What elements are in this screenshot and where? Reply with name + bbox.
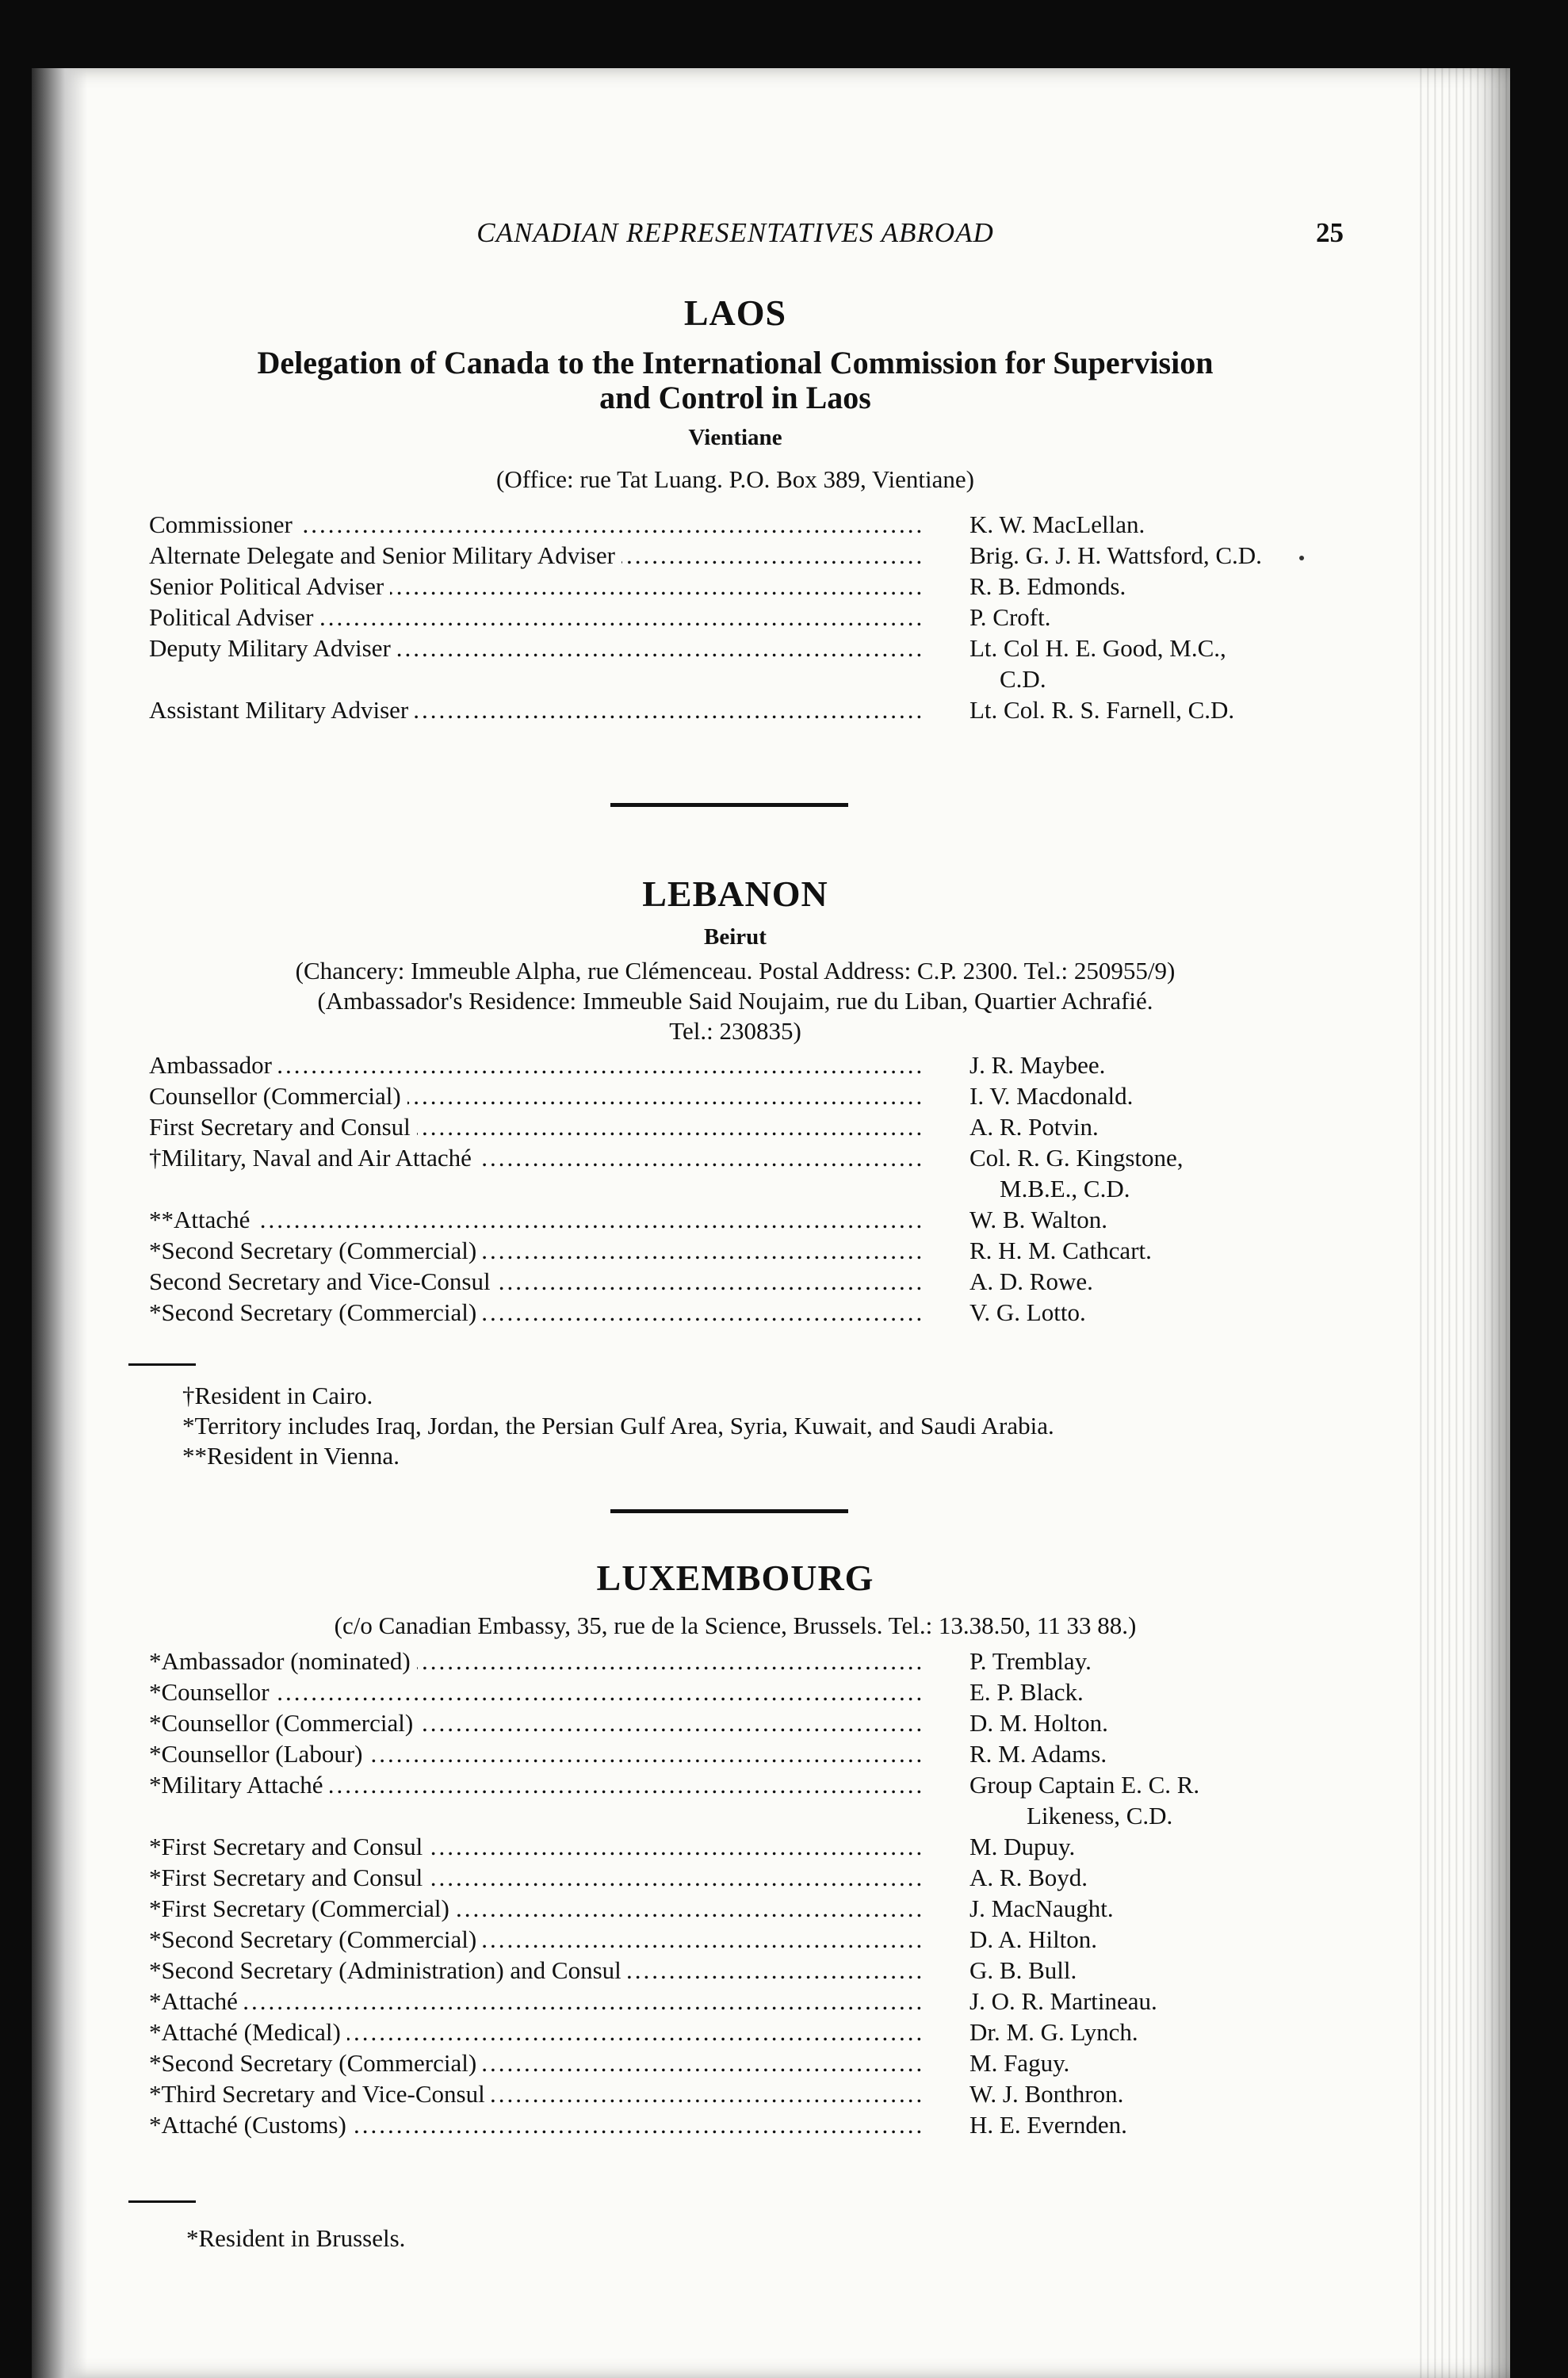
- person-name: J. MacNaught.: [969, 1894, 1114, 1922]
- role: *Second Secretary (Administration) and Consul: [149, 1956, 628, 1984]
- role: Alternate Delegate and Senior Military Adviser: [149, 541, 621, 569]
- list-item: [149, 2017, 1354, 2047]
- list-item: [149, 1111, 1354, 1142]
- list-item: [149, 509, 1354, 540]
- person-name: W. J. Bonthron.: [969, 2080, 1124, 2108]
- role: *Third Secretary and Vice-Consul: [149, 2080, 491, 2108]
- person-name: D. A. Hilton.: [969, 1925, 1098, 1953]
- section-divider: [610, 803, 848, 807]
- country-heading-luxembourg: LUXEMBOURG: [596, 1558, 874, 1598]
- person-name: J. O. R. Martineau.: [969, 1987, 1157, 2015]
- list-item: [149, 2109, 1354, 2140]
- person-name: A. D. Rowe.: [969, 1267, 1093, 1295]
- list-item: [149, 1646, 1354, 1676]
- role: *Attaché (Medical): [149, 2018, 347, 2046]
- list-item: [149, 633, 1354, 694]
- role: *First Secretary (Commercial): [149, 1894, 456, 1922]
- list-item: [149, 1738, 1354, 1769]
- country-heading-lebanon: LEBANON: [642, 874, 828, 914]
- list-item: [149, 1893, 1354, 1924]
- person-name: E. P. Black.: [969, 1678, 1084, 1706]
- role: Deputy Military Adviser: [149, 634, 397, 662]
- role: *First Secretary and Consul: [149, 1864, 429, 1891]
- book-page: [32, 68, 1510, 2378]
- list-item: [149, 1862, 1354, 1893]
- list-item: [149, 1266, 1354, 1297]
- page-number: 25: [1316, 217, 1344, 248]
- person-name: Lt. Col. R. S. Farnell, C.D.: [969, 696, 1235, 724]
- list-item: [149, 1831, 1354, 1862]
- list-item: [149, 540, 1354, 571]
- role: Commissioner: [149, 510, 299, 538]
- country-heading-laos: LAOS: [683, 292, 787, 333]
- person-name-line2: M.B.E., C.D.: [1000, 1175, 1130, 1202]
- person-name: Brig. G. J. H. Wattsford, C.D.: [969, 541, 1262, 569]
- laos-city: Vientiane: [688, 425, 782, 450]
- list-item: [149, 1080, 1354, 1111]
- person-name: A. R. Potvin.: [969, 1113, 1099, 1141]
- list-item: [149, 2078, 1354, 2109]
- role: *Counsellor (Commercial): [149, 1709, 419, 1737]
- running-head: [127, 217, 1344, 257]
- role: *Attaché (Customs): [149, 2111, 353, 2139]
- list-item: [149, 571, 1354, 602]
- footnote-rule: [128, 2200, 196, 2203]
- lebanon-staff-list: [149, 1049, 1354, 1328]
- laos-delegation-line2: and Control in Laos: [599, 380, 871, 415]
- person-name: Dr. M. G. Lynch.: [969, 2018, 1138, 2046]
- role: Senior Political Adviser: [149, 572, 390, 600]
- footnote: *Resident in Brussels.: [186, 2224, 406, 2252]
- laos-staff-list: [149, 509, 1354, 725]
- person-name: [922, 1769, 1354, 1831]
- list-item: [149, 694, 1354, 725]
- list-item: [149, 1049, 1354, 1080]
- luxembourg-staff-list: [149, 1646, 1354, 2140]
- person-name: A. R. Boyd.: [969, 1864, 1088, 1891]
- role: *Second Secretary (Commercial): [149, 1237, 483, 1264]
- person-name-line2: Likeness, C.D.: [1027, 1802, 1173, 1829]
- person-name: [922, 633, 1354, 694]
- footnote: †Resident in Cairo.: [182, 1382, 373, 1409]
- person-name: I. V. Macdonald.: [969, 1082, 1134, 1110]
- role: *Attaché: [149, 1987, 244, 2015]
- role: *Counsellor (Labour): [149, 1740, 369, 1768]
- person-name: M. Faguy.: [969, 2049, 1070, 2077]
- footnote: *Territory includes Iraq, Jordan, the Persian Gulf Area, Syria, Kuwait, and Saudi Arabia.: [182, 1412, 1054, 1439]
- role: Ambassador: [149, 1051, 278, 1079]
- person-name: P. Croft.: [969, 603, 1051, 631]
- person-name: R. H. M. Cathcart.: [969, 1237, 1152, 1264]
- role: *Military Attaché: [149, 1771, 330, 1799]
- person-name: V. G. Lotto.: [969, 1298, 1086, 1326]
- role: *Ambassador (nominated): [149, 1647, 417, 1675]
- list-item: [149, 1235, 1354, 1266]
- role: First Secretary and Consul: [149, 1113, 417, 1141]
- role: Assistant Military Adviser: [149, 696, 415, 724]
- person-name: G. B. Bull.: [969, 1956, 1077, 1984]
- list-item: [149, 1924, 1354, 1955]
- luxembourg-address: (c/o Canadian Embassy, 35, rue de la Science, Brussels. Tel.: 13.38.50, 11 33 88.): [334, 1611, 1137, 1639]
- lebanon-address-line3: Tel.: 230835): [669, 1017, 801, 1045]
- role: **Attaché: [149, 1206, 256, 1233]
- role: Second Secretary and Vice-Consul: [149, 1267, 497, 1295]
- person-name-line2: C.D.: [1000, 665, 1046, 693]
- person-name: K. W. MacLellan.: [969, 510, 1145, 538]
- role: *First Secretary and Consul: [149, 1833, 429, 1860]
- person-name: R. M. Adams.: [969, 1740, 1107, 1768]
- person-name: M. Dupuy.: [969, 1833, 1076, 1860]
- laos-delegation-line1: Delegation of Canada to the International Commission for Supervision: [257, 345, 1214, 380]
- list-item: [149, 1986, 1354, 2017]
- footnote-rule: [128, 1363, 196, 1366]
- list-item: [149, 1297, 1354, 1328]
- list-item: [149, 1955, 1354, 1986]
- lebanon-footnotes: [182, 1381, 1356, 1471]
- person-name: D. M. Holton.: [969, 1709, 1108, 1737]
- role: †Military, Naval and Air Attaché: [149, 1144, 478, 1172]
- section-divider: [610, 1509, 848, 1513]
- lebanon-address-line1: (Chancery: Immeuble Alpha, rue Clémenceau. Postal Address: C.P. 2300. Tel.: 250955/9): [295, 957, 1176, 984]
- person-name: J. R. Maybee.: [969, 1051, 1106, 1079]
- person-name: P. Tremblay.: [969, 1647, 1092, 1675]
- list-item: [149, 1769, 1354, 1831]
- role: *Second Secretary (Commercial): [149, 1925, 483, 1953]
- lebanon-city: Beirut: [704, 924, 767, 950]
- role: *Second Secretary (Commercial): [149, 2049, 483, 2077]
- person-name: W. B. Walton.: [969, 1206, 1108, 1233]
- person-name: R. B. Edmonds.: [969, 572, 1126, 600]
- person-name-line1: Group Captain E. C. R.: [969, 1771, 1200, 1799]
- list-item: [149, 2047, 1354, 2078]
- laos-address: (Office: rue Tat Luang. P.O. Box 389, Vientiane): [496, 465, 974, 493]
- list-item: [149, 1676, 1354, 1707]
- binding-shadow: [32, 68, 87, 2378]
- person-name-line1: Lt. Col H. E. Good, M.C.,: [969, 634, 1226, 662]
- page-edge: [1415, 68, 1510, 2378]
- role: *Second Secretary (Commercial): [149, 1298, 483, 1326]
- person-name: H. E. Evernden.: [969, 2111, 1127, 2139]
- list-item: [149, 1707, 1354, 1738]
- list-item: [149, 602, 1354, 633]
- role: Political Adviser: [149, 603, 320, 631]
- footnote: **Resident in Vienna.: [182, 1442, 400, 1470]
- lebanon-address: [127, 956, 1344, 1046]
- running-title: CANADIAN REPRESENTATIVES ABROAD: [476, 217, 994, 248]
- role: Counsellor (Commercial): [149, 1082, 407, 1110]
- person-name-line1: Col. R. G. Kingstone,: [969, 1144, 1184, 1172]
- role: *Counsellor: [149, 1678, 276, 1706]
- person-name: [922, 1142, 1354, 1204]
- lebanon-address-line2: (Ambassador's Residence: Immeuble Said Noujaim, rue du Liban, Quartier Achrafié.: [317, 987, 1153, 1015]
- laos-delegation-heading: [127, 346, 1344, 415]
- list-item: [149, 1142, 1354, 1204]
- list-item: [149, 1204, 1354, 1235]
